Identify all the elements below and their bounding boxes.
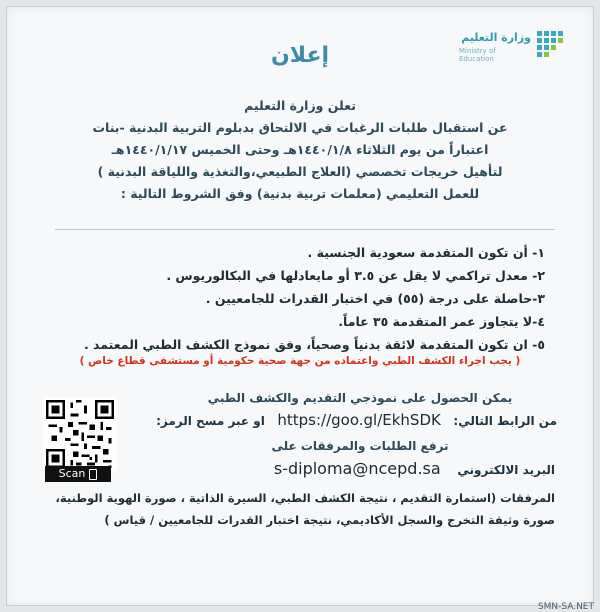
page-title: إعلان: [270, 43, 330, 68]
submit-heading: ترفع الطلبات والمرفقات على: [271, 439, 449, 453]
phone-icon: [89, 469, 97, 480]
forms-link[interactable]: https://goo.gl/EkhSDK: [277, 411, 441, 429]
link-label: من الرابط التالي:: [453, 414, 557, 428]
attachments-line: المرفقات (استمارة التقديم ، نتيجة الكشف الطبي، السيرة الذاتية ، صورة الهوية الوطنية،: [55, 491, 555, 505]
intro-line: للعمل التعليمي (معلمات تربية بدنية) وفق الشروط التالية :: [120, 186, 480, 201]
condition-item: ١- أن تكون المتقدمة سعودية الجنسية .: [307, 245, 545, 260]
attachments-line: صورة وثيقة التخرج والسجل الأكاديمي، نتيجة اختبار القدرات للجامعيين / قياس ): [104, 513, 555, 527]
intro-text: [25, 95, 575, 205]
ministry-name: وزارة التعليم: [461, 31, 531, 44]
qr-code[interactable]: [43, 397, 117, 471]
intro-line: تعلن وزارة التعليم: [244, 98, 356, 113]
email-row: [135, 459, 555, 478]
condition-item: ٥- ان تكون المتقدمة لائقة بدنياً وصحياً، وفق نموذج الكشف الطبي المعتمد .: [83, 337, 545, 352]
intro-line: لتأهيل خريجات تخصصي (العلاج الطبيعي،والتغذية واللياقة البدنية ): [97, 164, 503, 179]
email-label: البريد الالكتروني: [457, 463, 555, 477]
scan-label: [45, 466, 111, 482]
intro-line: عن استقبال طلبات الرغبات في الالتحاق بدبلوم التربية البدنية -بنات: [92, 120, 508, 135]
ministry-name-en: Ministry of Education: [459, 47, 496, 63]
attachments: [35, 487, 555, 531]
intro-line: اعتباراً من يوم الثلاثاء ١٤٤٠/١/٨هـ وحتى الخميس ١٤٤٠/١/١٧هـ: [111, 142, 489, 157]
condition-item: ٢- معدل تراكمي لا يقل عن ٣.٥ أو مايعادلها في البكالوريوس .: [166, 268, 545, 283]
conditions-list: [35, 241, 545, 356]
condition-item: ٣-حاصلة على درجة (٥٥) في اختبار القدرات للجامعيين .: [205, 291, 545, 306]
link-row: [125, 411, 557, 429]
condition-item: ٤-لا يتجاوز عمر المتقدمة ٣٥ عاماً.: [338, 314, 545, 329]
watermark: SMN-SA.NET: [537, 602, 594, 612]
obtain-heading: يمكن الحصول على نموذجي التقديم والكشف الطبي: [207, 391, 513, 405]
announcement-frame: [6, 6, 594, 606]
email-address[interactable]: s-diploma@ncepd.sa: [273, 459, 441, 478]
scan-text: Scan: [58, 467, 86, 480]
scan-hint: او عبر مسح الرمز:: [156, 414, 265, 428]
divider: [55, 229, 555, 230]
announcement-body: [15, 13, 585, 599]
medical-note: ( يجب اجراء الكشف الطبي واعتماده من جهة صحية حكومية أو مستشفى قطاع خاص ): [79, 355, 521, 367]
